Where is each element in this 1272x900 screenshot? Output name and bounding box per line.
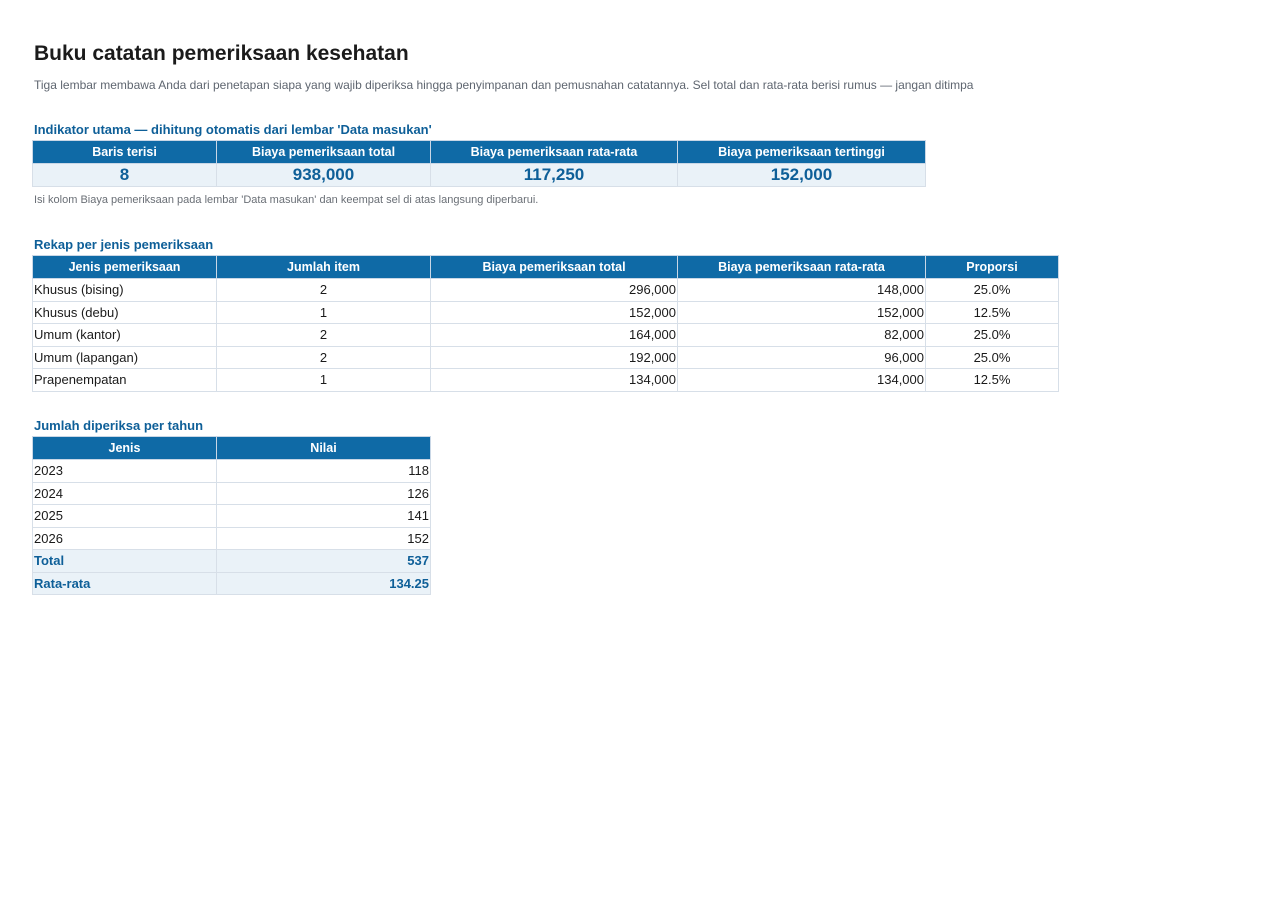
- rekap-cell-count[interactable]: 2: [217, 324, 431, 347]
- table-row: [33, 505, 431, 528]
- kpi-value-average[interactable]: 117,250: [431, 164, 678, 187]
- tahunan-header-value: Nilai: [217, 437, 431, 460]
- rekap-cell-total[interactable]: 164,000: [431, 324, 678, 347]
- rekap-header-proportion: Proporsi: [926, 256, 1059, 279]
- table-row: [33, 460, 431, 483]
- kpi-header-max: Biaya pemeriksaan tertinggi: [678, 141, 926, 164]
- tahunan-cell-value[interactable]: 141: [217, 505, 431, 528]
- total-value[interactable]: 537: [217, 550, 431, 573]
- table-row: [33, 279, 1059, 302]
- rekap-heading: Rekap per jenis pemeriksaan: [34, 237, 214, 252]
- tahunan-cell-year[interactable]: 2023: [33, 460, 217, 483]
- tahunan-cell-value[interactable]: 126: [217, 482, 431, 505]
- kpi-table: [32, 140, 926, 187]
- rekap-header-count: Jumlah item: [217, 256, 431, 279]
- rekap-cell-total[interactable]: 192,000: [431, 346, 678, 369]
- tahunan-cell-year[interactable]: 2025: [33, 505, 217, 528]
- rekap-cell-proportion[interactable]: 25.0%: [926, 346, 1059, 369]
- rekap-cell-count[interactable]: 2: [217, 346, 431, 369]
- rekap-header-type: Jenis pemeriksaan: [33, 256, 217, 279]
- rekap-cell-average[interactable]: 152,000: [678, 301, 926, 324]
- table-row: [33, 369, 1059, 392]
- rekap-cell-count[interactable]: 1: [217, 369, 431, 392]
- total-row: [33, 550, 431, 573]
- kpi-header-average: Biaya pemeriksaan rata-rata: [431, 141, 678, 164]
- kpi-heading: Indikator utama — dihitung otomatis dari lembar 'Data masukan': [34, 122, 432, 137]
- tahunan-cell-value[interactable]: 152: [217, 527, 431, 550]
- rekap-cell-average[interactable]: 148,000: [678, 279, 926, 302]
- table-row: [33, 482, 431, 505]
- kpi-value-total[interactable]: 938,000: [217, 164, 431, 187]
- tahunan-cell-year[interactable]: 2024: [33, 482, 217, 505]
- kpi-header-total: Biaya pemeriksaan total: [217, 141, 431, 164]
- rekap-cell-count[interactable]: 2: [217, 279, 431, 302]
- kpi-value-rows[interactable]: 8: [33, 164, 217, 187]
- rekap-cell-type[interactable]: Prapenempatan: [33, 369, 217, 392]
- rekap-cell-average[interactable]: 82,000: [678, 324, 926, 347]
- table-row: [33, 346, 1059, 369]
- page-title: Buku catatan pemeriksaan kesehatan: [34, 42, 409, 65]
- page-subtitle: Tiga lembar membawa Anda dari penetapan siapa yang wajib diperiksa hingga penyimpanan dan pemusnahan catatannya. Sel total dan rata-rata berisi rumus — jangan ditimpa: [34, 78, 974, 92]
- average-row: [33, 572, 431, 595]
- rekap-cell-type[interactable]: Khusus (debu): [33, 301, 217, 324]
- tahunan-header-type: Jenis: [33, 437, 217, 460]
- table-row: [33, 301, 1059, 324]
- rekap-cell-proportion[interactable]: 25.0%: [926, 324, 1059, 347]
- rekap-cell-type[interactable]: Umum (lapangan): [33, 346, 217, 369]
- tahunan-table: [32, 436, 431, 595]
- rekap-header-total: Biaya pemeriksaan total: [431, 256, 678, 279]
- rekap-table: [32, 255, 1059, 392]
- kpi-value-max[interactable]: 152,000: [678, 164, 926, 187]
- rekap-cell-total[interactable]: 152,000: [431, 301, 678, 324]
- rekap-cell-type[interactable]: Umum (kantor): [33, 324, 217, 347]
- table-row: [33, 527, 431, 550]
- tahunan-cell-year[interactable]: 2026: [33, 527, 217, 550]
- rekap-cell-average[interactable]: 134,000: [678, 369, 926, 392]
- tahunan-heading: Jumlah diperiksa per tahun: [34, 418, 204, 433]
- rekap-cell-proportion[interactable]: 12.5%: [926, 369, 1059, 392]
- rekap-cell-average[interactable]: 96,000: [678, 346, 926, 369]
- average-value[interactable]: 134.25: [217, 572, 431, 595]
- kpi-note: Isi kolom Biaya pemeriksaan pada lembar 'Data masukan' dan keempat sel di atas langsung diperbarui.: [34, 194, 539, 206]
- rekap-cell-type[interactable]: Khusus (bising): [33, 279, 217, 302]
- average-label[interactable]: Rata-rata: [33, 572, 217, 595]
- rekap-cell-total[interactable]: 296,000: [431, 279, 678, 302]
- rekap-cell-count[interactable]: 1: [217, 301, 431, 324]
- total-label[interactable]: Total: [33, 550, 217, 573]
- rekap-cell-proportion[interactable]: 25.0%: [926, 279, 1059, 302]
- tahunan-cell-value[interactable]: 118: [217, 460, 431, 483]
- kpi-header-rows: Baris terisi: [33, 141, 217, 164]
- rekap-cell-proportion[interactable]: 12.5%: [926, 301, 1059, 324]
- table-row: [33, 324, 1059, 347]
- rekap-header-average: Biaya pemeriksaan rata-rata: [678, 256, 926, 279]
- rekap-cell-total[interactable]: 134,000: [431, 369, 678, 392]
